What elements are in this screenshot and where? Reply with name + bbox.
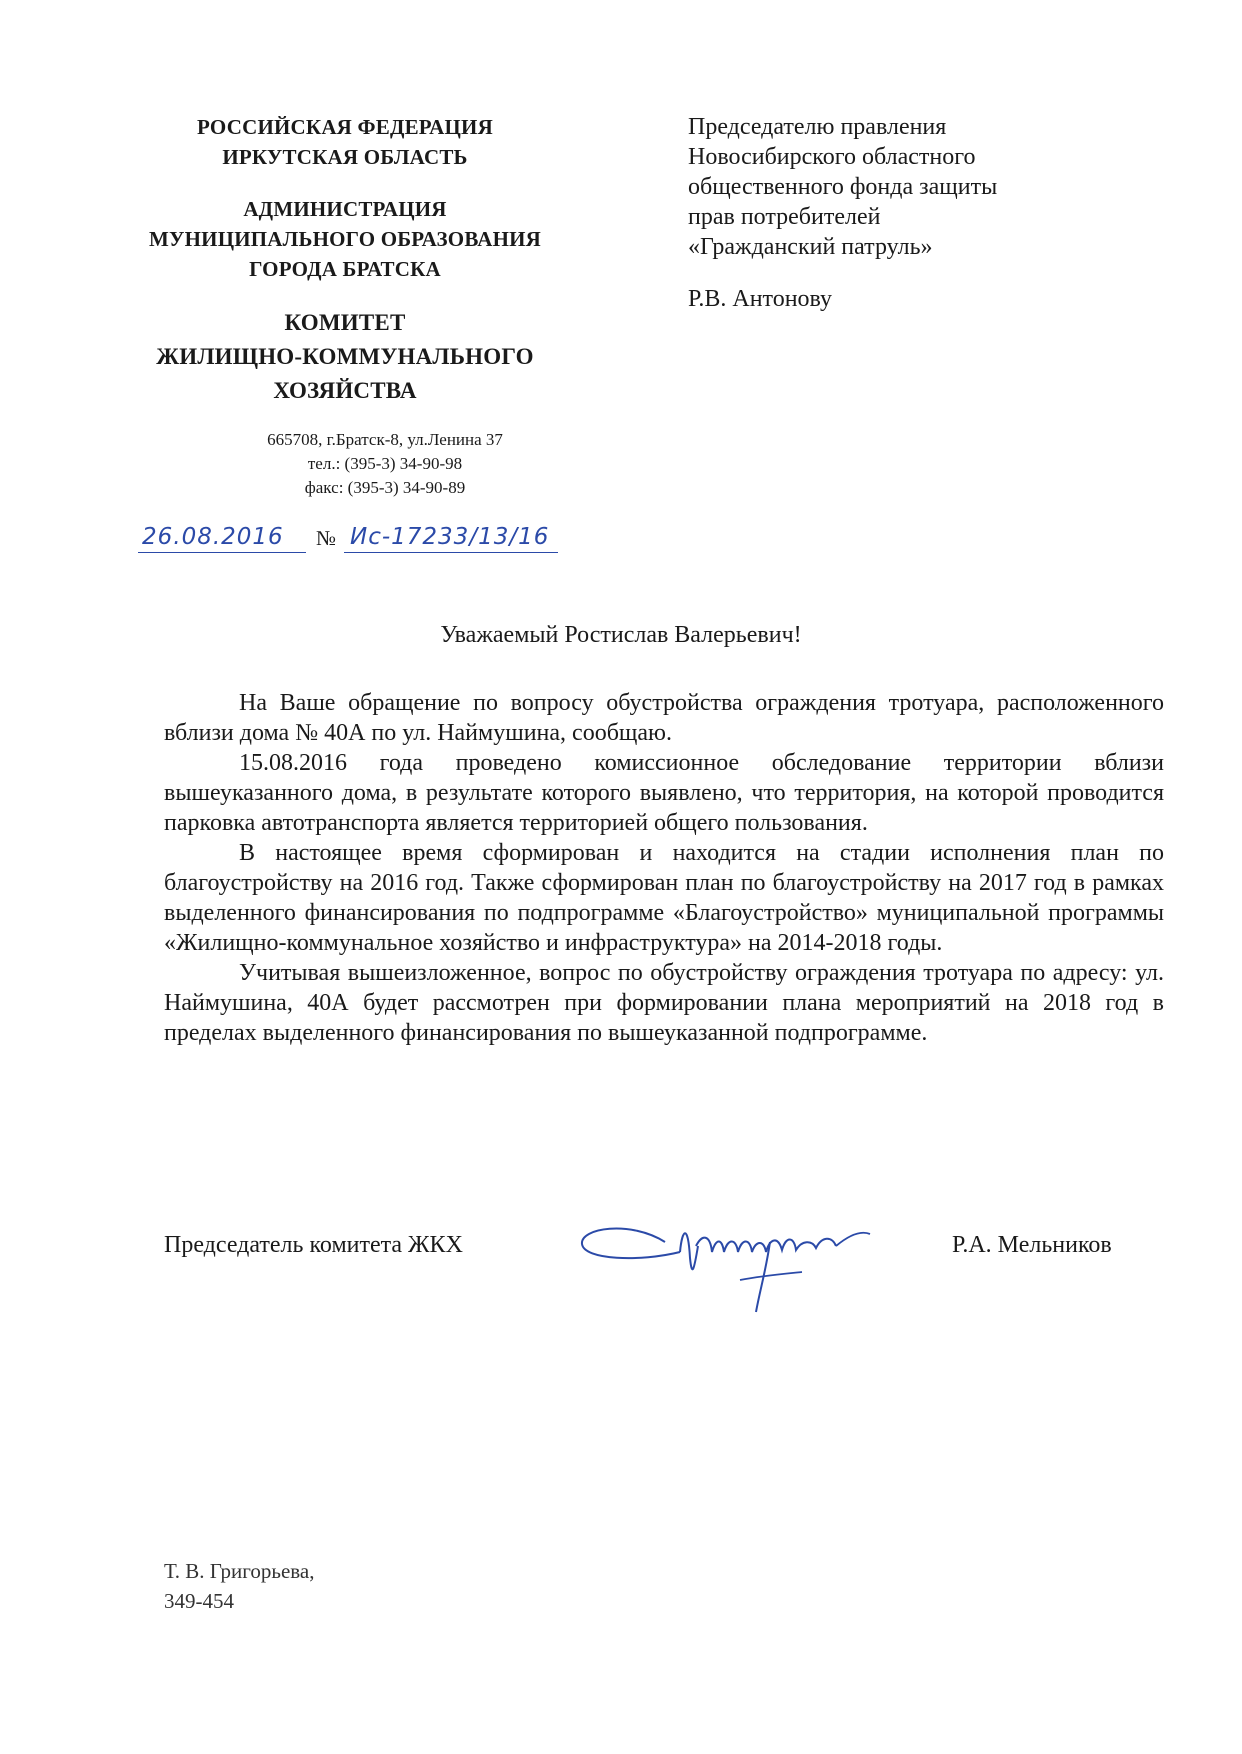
addressee-line-5: «Гражданский патруль» xyxy=(688,234,933,260)
addressee-line-1: Председателю правления xyxy=(688,114,947,140)
letterhead-administration: АДМИНИСТРАЦИЯ xyxy=(243,197,447,221)
reference-date-underline xyxy=(138,552,306,553)
paragraph-3: В настоящее время сформирован и находится на стадии исполнения план по благоустройству на 2016 год. Также сформирован план по благоустройству на 2017 год в рамках выделенного финансирования по подпрограмме «Благоустройство» муниципальной программы «Жилищно-коммунальное хозяйство и инфраструктура» на 2014-2018 годы. xyxy=(164,840,1164,956)
letterhead-contacts xyxy=(110,428,580,500)
executor-phone: 349-454 xyxy=(164,1589,234,1613)
letter-body xyxy=(164,688,1164,1048)
paragraph-2: 15.08.2016 года проведено комиссионное обследование территории вблизи вышеуказанного дома, в результате которого выявлено, что территория, на которой проводится парковка автотранспорта является территорией общего пользования. xyxy=(164,750,1164,836)
outgoing-reference xyxy=(138,522,558,558)
letterhead-city: ГОРОДА БРАТСКА xyxy=(249,257,441,281)
addressee-line-2: Новосибирского областного xyxy=(688,144,976,170)
letterhead-country: РОССИЙСКАЯ ФЕДЕРАЦИЯ xyxy=(197,115,493,139)
letterhead-committee-name-2: ХОЗЯЙСТВА xyxy=(273,378,417,403)
reference-number-underline xyxy=(344,552,558,553)
greeting: Уважаемый Ростислав Валерьевич! xyxy=(440,622,802,648)
letterhead-address: 665708, г.Братск-8, ул.Ленина 37 xyxy=(267,430,503,449)
paragraph-1: На Ваше обращение по вопросу обустройства ограждения тротуара, расположенного вблизи дома № 40А по ул. Наймушина, сообщаю. xyxy=(164,690,1164,746)
addressee-name: Р.В. Антонову xyxy=(688,286,833,312)
letterhead xyxy=(110,112,580,500)
letterhead-region: ИРКУТСКАЯ ОБЛАСТЬ xyxy=(222,145,468,169)
addressee-line-4: прав потребителей xyxy=(688,204,881,230)
addressee-line-3: общественного фонда защиты xyxy=(688,174,998,200)
reference-number-sign: № xyxy=(316,526,337,550)
executor-info xyxy=(164,1556,315,1616)
letterhead-municipality: МУНИЦИПАЛЬНОГО ОБРАЗОВАНИЯ xyxy=(149,227,541,251)
addressee-block xyxy=(688,112,1158,314)
signatory-position: Председатель комитета ЖКХ xyxy=(164,1232,463,1258)
signatory-name: Р.А. Мельников xyxy=(952,1232,1112,1258)
reference-number: Ис-17233/13/16 xyxy=(350,524,550,550)
letterhead-fax: факс: (395-3) 34-90-89 xyxy=(304,478,466,497)
handwritten-signature xyxy=(570,1200,900,1320)
paragraph-4: Учитывая вышеизложенное, вопрос по обустройству ограждения тротуара по адресу: ул. Наймушина, 40А будет рассмотрен при формировании плана мероприятий на 2018 год в пределах выделенного финансирования по вышеуказанной подпрограмме. xyxy=(164,960,1164,1046)
letterhead-phone: тел.: (395-3) 34-90-98 xyxy=(307,454,463,473)
executor-name: Т. В. Григорьева, xyxy=(164,1559,315,1583)
letterhead-committee-name-1: ЖИЛИЩНО-КОММУНАЛЬНОГО xyxy=(156,344,534,369)
reference-date: 26.08.2016 xyxy=(142,524,284,550)
letterhead-committee: КОМИТЕТ xyxy=(284,310,406,335)
